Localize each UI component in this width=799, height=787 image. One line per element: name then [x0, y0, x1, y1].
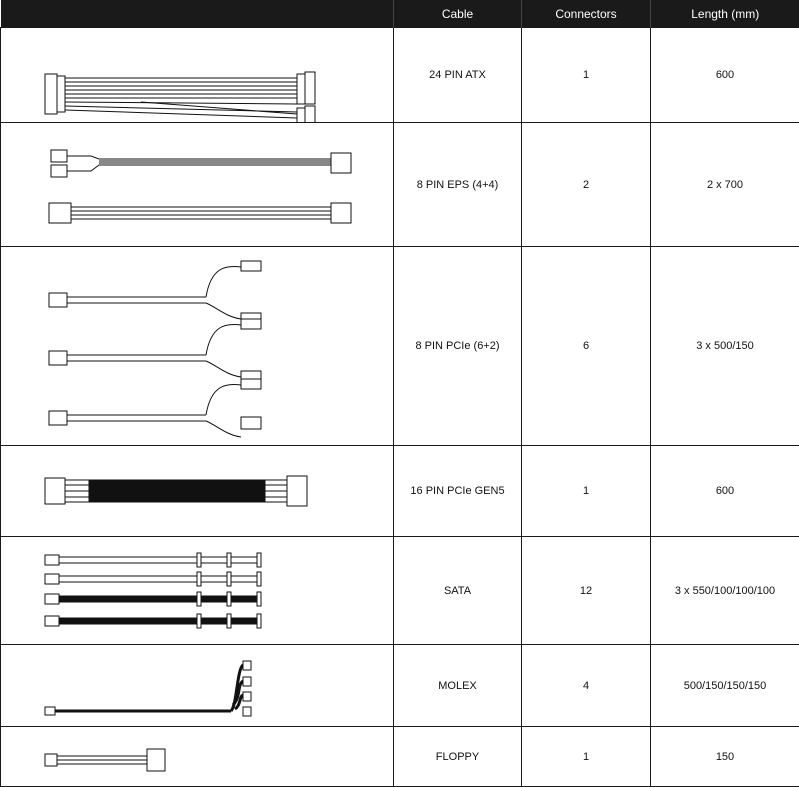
pcie-16pin-gen5-cable-icon [1, 446, 393, 536]
table-row [1, 727, 799, 787]
connector-count: 4 [522, 645, 651, 727]
table-row [1, 537, 799, 645]
cable-name: SATA [394, 537, 522, 645]
cable-length: 600 [651, 28, 799, 123]
header-cable: Cable [394, 0, 522, 28]
table-row [1, 446, 799, 537]
eps-8pin-cable-icon [1, 123, 393, 246]
cable-length: 2 x 700 [651, 123, 799, 247]
cable-name: FLOPPY [394, 727, 522, 787]
cable-length: 3 x 550/100/100/100 [651, 537, 799, 645]
floppy-cable-icon [1, 727, 393, 786]
connector-count: 1 [522, 446, 651, 537]
sata-cable-icon [1, 537, 393, 644]
header-connectors: Connectors [522, 0, 651, 28]
pcie-8pin-cable-icon [1, 247, 393, 445]
cable-name: 16 PIN PCIe GEN5 [394, 446, 522, 537]
cable-name: 8 PIN EPS (4+4) [394, 123, 522, 247]
cable-name: 24 PIN ATX [394, 28, 522, 123]
table-row [1, 28, 799, 123]
connector-count: 2 [522, 123, 651, 247]
table-header-row [1, 0, 799, 28]
molex-cable-icon [1, 645, 393, 726]
connector-count: 1 [522, 28, 651, 123]
cable-name: MOLEX [394, 645, 522, 727]
connector-count: 1 [522, 727, 651, 787]
header-image-column [1, 0, 394, 28]
table-row [1, 247, 799, 446]
cable-length: 3 x 500/150 [651, 247, 799, 446]
atx-24pin-cable-icon [1, 28, 393, 122]
table-row [1, 645, 799, 727]
cable-length: 150 [651, 727, 799, 787]
table-row [1, 123, 799, 247]
cable-length: 500/150/150/150 [651, 645, 799, 727]
cable-name: 8 PIN PCIe (6+2) [394, 247, 522, 446]
connector-count: 6 [522, 247, 651, 446]
header-length: Length (mm) [651, 0, 799, 28]
cable-length: 600 [651, 446, 799, 537]
connector-count: 12 [522, 537, 651, 645]
